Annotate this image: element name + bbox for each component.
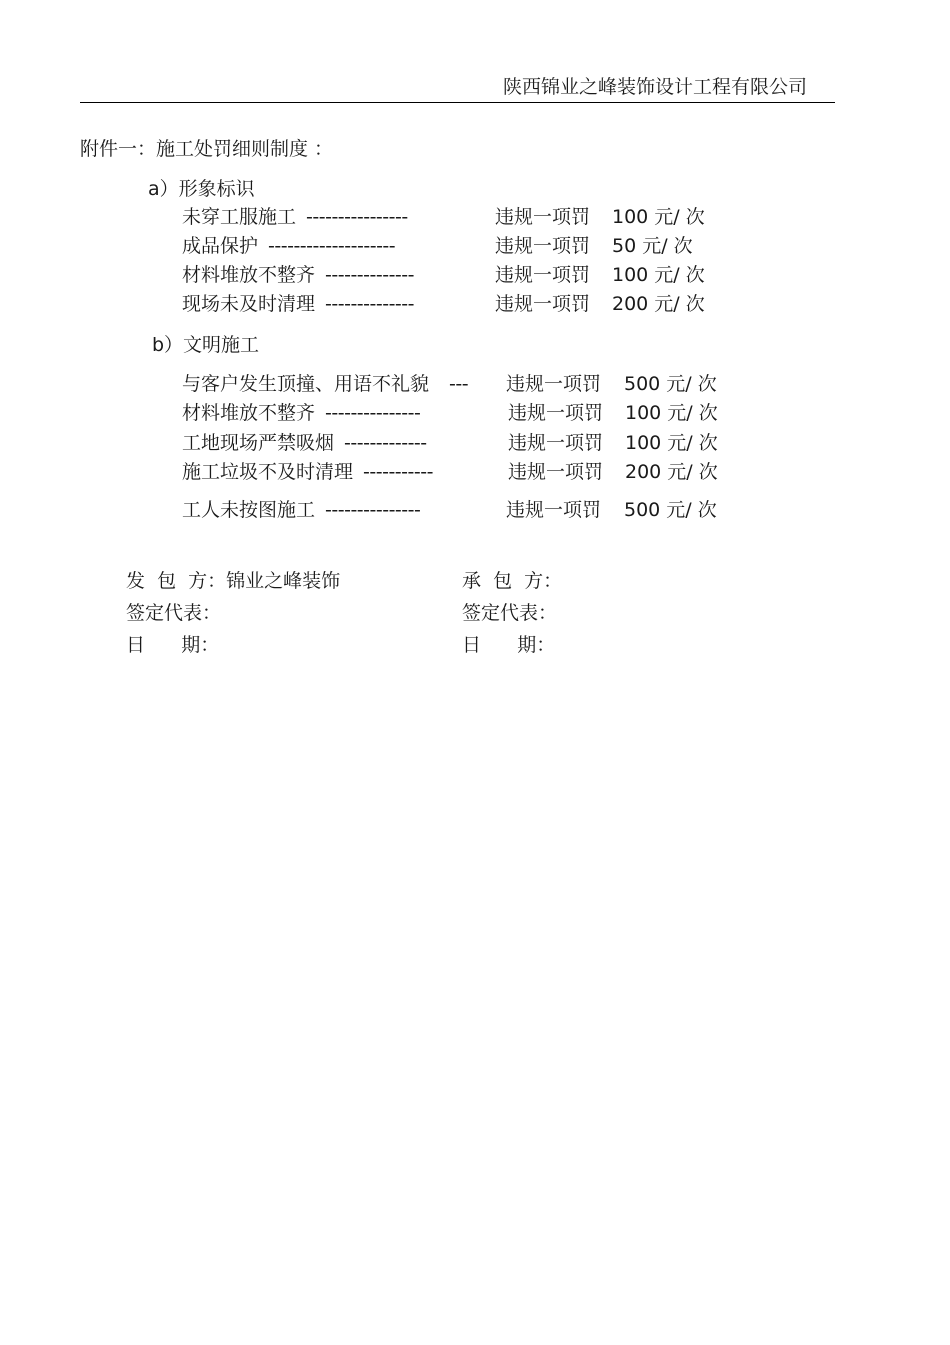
dash-leader: ---------------	[325, 499, 421, 521]
dash-leader: ---	[449, 373, 469, 395]
violation-text: 违规一项罚	[508, 432, 604, 454]
fine-amount: 100 元/ 次	[612, 264, 705, 286]
dash-leader: ---------------	[325, 402, 421, 424]
fine-amount: 100 元/ 次	[625, 432, 718, 454]
violation-text: 违规一项罚	[495, 235, 591, 257]
rule-item: 施工垃圾不及时清理	[182, 461, 354, 483]
section-a-label: a）形象标识	[148, 178, 255, 200]
client-date: 日 期：	[462, 634, 556, 656]
client-representative: 签定代表：	[462, 602, 558, 624]
rule-item: 与客户发生顶撞、用语不礼貌	[182, 373, 430, 395]
fine-amount: 500 元/ 次	[624, 373, 717, 395]
dash-leader: --------------	[325, 293, 414, 315]
violation-text: 违规一项罚	[506, 373, 602, 395]
rule-item: 材料堆放不整齐	[182, 264, 316, 286]
contractor-representative: 签定代表：	[126, 602, 222, 624]
rule-item: 工地现场严禁吸烟	[182, 432, 335, 454]
dash-leader: -----------	[363, 461, 433, 483]
dash-leader: ----------------	[306, 206, 408, 228]
fine-amount: 100 元/ 次	[625, 402, 718, 424]
dash-leader: -------------	[344, 432, 427, 454]
violation-text: 违规一项罚	[495, 293, 591, 315]
violation-text: 违规一项罚	[506, 499, 602, 521]
dash-leader: --------------	[325, 264, 414, 286]
page-header	[80, 72, 835, 103]
rule-item: 工人未按图施工	[182, 499, 316, 521]
fine-amount: 200 元/ 次	[625, 461, 718, 483]
violation-text: 违规一项罚	[495, 264, 591, 286]
contractor-date: 日 期：	[126, 634, 220, 656]
client-party: 承 包 方：	[462, 570, 563, 592]
rule-item: 现场未及时清理	[182, 293, 316, 315]
fine-amount: 50 元/ 次	[612, 235, 693, 257]
violation-text: 违规一项罚	[508, 402, 604, 424]
dash-leader: --------------------	[268, 235, 396, 257]
company-name: 陕西锦业之峰装饰设计工程有限公司	[502, 76, 807, 98]
rule-item: 成品保护	[182, 235, 259, 257]
fine-amount: 500 元/ 次	[624, 499, 717, 521]
document-title: 附件一：施工处罚细则制度 ：	[80, 138, 334, 160]
rule-item: 材料堆放不整齐	[182, 402, 316, 424]
violation-text: 违规一项罚	[508, 461, 604, 483]
contractor-party: 发 包 方：锦业之峰装饰	[126, 570, 341, 592]
section-b-label: b）文明施工	[152, 334, 260, 356]
fine-amount: 200 元/ 次	[612, 293, 705, 315]
rule-item: 未穿工服施工	[182, 206, 297, 228]
fine-amount: 100 元/ 次	[612, 206, 705, 228]
violation-text: 违规一项罚	[495, 206, 591, 228]
